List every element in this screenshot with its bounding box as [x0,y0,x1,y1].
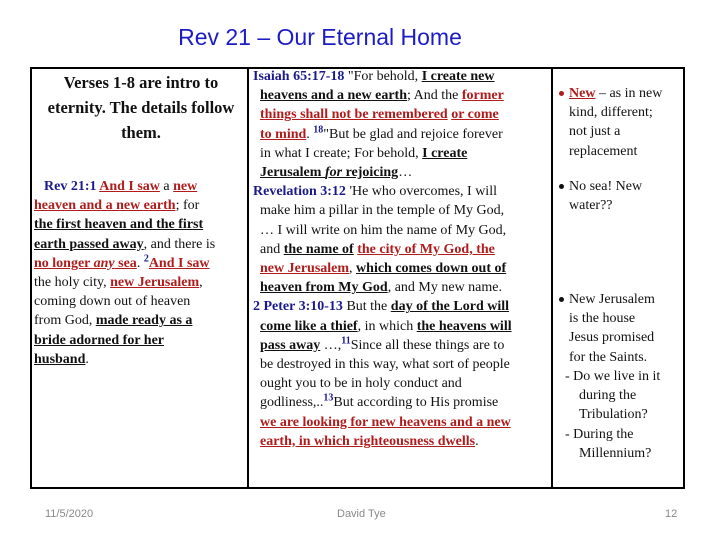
text-segment: earth, in which righteousness dwells [260,433,476,449]
middle-line [260,336,504,355]
middle-line [260,374,462,393]
left-line [34,273,203,292]
note-line: for the Saints. [569,349,648,365]
text-segment: former [461,88,504,104]
left-line [44,177,197,196]
left-line [34,196,199,215]
text-segment: ; And the [407,88,462,104]
note-line: is the house [569,311,636,327]
text-segment: "But be glad and rejoice forever [323,126,503,142]
text-segment: which comes down out of [356,261,507,276]
bullet-icon [559,297,564,302]
middle-line [260,125,503,144]
middle-line [260,278,502,297]
footer-page-number: 12 [665,508,678,520]
text-segment: heaven from My God [260,280,388,296]
text-segment: ; for [175,198,200,214]
text-segment: 'He who overcomes, I will [345,184,497,200]
note-line: water?? [569,198,613,214]
text-segment: I create new [421,69,495,84]
left-line [34,350,89,369]
note-line: not just a [569,124,621,140]
text-segment: pass away [260,337,321,353]
text-segment: for [324,165,343,180]
note-line: kind, different; [569,105,653,120]
text-segment: a [159,179,174,194]
text-segment: made ready as a [95,313,193,329]
note-line: New Jerusalem [569,292,655,307]
text-segment: any [93,255,115,271]
note-line: - During the [565,426,634,442]
scripture-reference: Revelation 3:12 [253,184,346,200]
bullet-icon [559,91,564,96]
text-segment: rejoicing [342,165,399,180]
text-segment: Since all these things are to [350,337,505,353]
text-segment: I create [422,145,468,161]
text-segment: we are looking for new heavens and a new [260,414,511,430]
verse-number: 11 [341,335,351,347]
text-segment: things shall not be remembered [260,107,448,123]
text-segment: day of the Lord will [390,299,510,315]
text-segment: new Jerusalem [260,261,350,276]
text-segment: be destroyed in this way, what sort of people [260,357,510,372]
text-segment: from God, [34,313,96,329]
text-segment: come like a thief [260,318,358,334]
footer-author: David Tye [337,508,386,520]
text-segment: And I saw [99,179,160,194]
left-line [34,331,164,350]
note-new: New – as in new [569,86,663,101]
text-segment: , [199,275,203,290]
scripture-reference: Rev 21:1 [44,179,100,194]
middle-line [260,317,512,336]
text-segment: . [475,433,479,449]
text-segment: …, [320,337,342,353]
text-segment: "For behold, [344,69,422,84]
left-line [34,215,203,234]
text-segment: , and My new name. [387,280,502,296]
middle-line [260,163,412,182]
text-segment: godliness,.. [260,395,324,411]
note-line: replacement [569,143,638,159]
middle-line [260,393,498,412]
text-segment: . [306,126,314,142]
column-divider [551,67,553,489]
text-segment: to mind [260,126,307,142]
text-segment: ought you to be in holy conduct and [260,376,462,392]
text-segment: sea [114,255,137,271]
left-line [34,311,192,330]
text-segment: . [136,255,144,271]
text-segment: or come [451,107,499,123]
text-segment: the name of [283,241,354,257]
middle-line [260,105,499,124]
text-segment: the city of My God, the [357,241,495,257]
note-line: Jesus promised [569,330,655,346]
bullet-icon [559,184,564,189]
middle-line [253,67,495,86]
text-segment: no longer [34,255,94,271]
middle-line [260,221,506,240]
note-line: No sea! New [569,179,643,194]
middle-line [260,86,504,105]
scripture-reference: Isaiah 65:17-18 [253,69,345,84]
note-line: Millennium? [579,445,652,461]
note-line: - Do we live in it [565,369,661,384]
text-segment: the holy city, [34,275,111,290]
verse-number: 2 [143,253,149,265]
text-segment: … I will write on him the name of My God, [260,222,507,238]
middle-line [260,144,467,163]
middle-line [253,182,497,201]
text-segment: husband [34,351,86,367]
text-segment: And I saw [148,255,210,271]
footer-date: 11/5/2020 [45,508,94,520]
left-line [34,254,210,273]
text-segment: But the [342,299,391,315]
text-segment: new [173,179,198,194]
text-segment: in what I create; For behold, [260,145,423,161]
note-line: during the [579,388,637,404]
text-segment: Jerusalem [260,165,325,180]
note-line: Tribulation? [579,407,648,423]
text-segment: make him a pillar in the temple of My God, [260,203,505,219]
middle-line [260,432,479,451]
verse-number: 18 [313,123,324,135]
text-segment: bride adorned for her [34,332,165,348]
text-segment: coming down out of heaven [34,294,191,310]
middle-line [260,355,510,374]
text-segment: the first heaven and the first [34,217,204,233]
text-segment: … [398,165,413,180]
left-line [34,292,190,311]
intro-text: Verses 1-8 are intro to eternity. The details follow them. [47,73,235,142]
middle-line [260,240,495,259]
column-divider [247,67,249,489]
middle-line [260,259,506,278]
text-segment: , [349,261,357,276]
left-line [34,235,215,254]
text-segment: heavens and a new earth [260,88,408,104]
middle-line [260,413,511,432]
middle-line [253,297,509,316]
middle-line [260,201,504,220]
scripture-reference: 2 Peter 3:10-13 [253,299,343,315]
verse-number: 13 [323,392,334,404]
text-segment: . [85,351,89,367]
text-segment: , and there is [143,236,216,252]
text-segment: new Jerusalem [110,275,200,290]
text-segment: heaven and a new earth [34,198,176,214]
text-segment: , in which [357,318,417,334]
text-segment: earth passed away [34,236,144,252]
text-segment: the heavens will [416,318,512,334]
text-segment: and [260,241,284,257]
text-segment: But according to His promise [333,395,499,411]
slide-title: Rev 21 – Our Eternal Home [178,24,462,50]
